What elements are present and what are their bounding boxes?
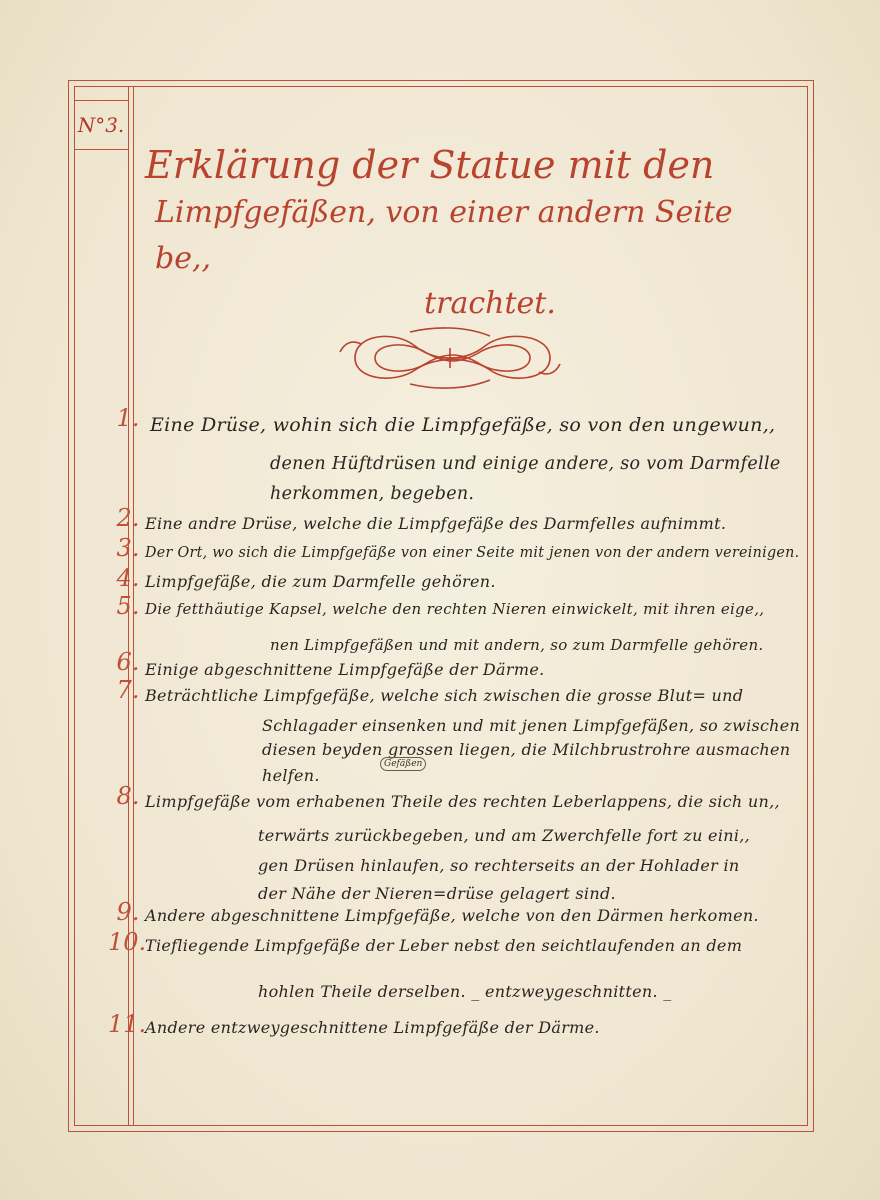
entry-text: Limpfgefäße, die zum Darmfelle gehören. [145,572,496,591]
entry-text: denen Hüftdrüsen und einige andere, so vom Darmfelle [270,454,781,474]
entry-number: 1. [116,404,140,432]
interlinear-insert-note: Gefäßen [380,757,426,771]
entry-number: 11. [108,1010,147,1038]
entry-text: nen Limpfgefäßen und mit andern, so zum Darmfelle gehören. [270,636,764,654]
plate-number: N°3. [74,100,128,150]
entry-text: Beträchtliche Limpfgefäße, welche sich zwischen die grosse Blut= und [145,686,744,705]
entry-number: 5. [116,592,140,620]
entry-text: Der Ort, wo sich die Limpfgefäße von einer Seite mit jenen von der andern vereinigen. [145,543,800,561]
entry-text: Die fetthäutige Kapsel, welche den rechten Nieren einwickelt, mit ihren eige,, [145,600,765,618]
entry-text: Schlagader einsenken und mit jenen Limpfgefäßen, so zwischen [262,716,801,735]
entry-number: 6. [116,648,140,676]
entry-number: 8. [116,782,140,810]
entry-number: 4. [116,564,140,592]
entry-text: Eine andre Drüse, welche die Limpfgefäße des Darmfelles aufnimmt. [145,514,727,533]
title-line-2: Limpfgefäßen, von einer andern Seite be,, [155,195,733,276]
entry-number: 10. [108,928,147,956]
entry-text: der Nähe der Nieren=drüse gelagert sind. [258,884,616,903]
entry-text: Eine Drüse, wohin sich die Limpfgefäße, so von den ungewun,, [150,414,776,436]
entry-number: 2. [116,504,140,532]
entry-text: herkommen, begeben. [270,484,475,504]
entry-text: hohlen Theile derselben. _ entzweygeschnitten. _ [258,982,672,1001]
entry-text: Andere abgeschnittene Limpfgefäße, welche von den Därmen herkomen. [145,906,759,925]
entry-text: terwärts zurückbegeben, und am Zwerchfelle fort zu eini,, [258,826,751,845]
entry-text: gen Drüsen hinlaufen, so rechterseits an der Hohlader in [258,856,740,875]
entry-number: 3. [116,534,140,562]
entry-text: Tiefliegende Limpfgefäße der Leber nebst den seichtlaufenden an dem [145,936,743,955]
entry-text: Limpfgefäße vom erhabenen Theile des rechten Leberlappens, die sich un,, [145,792,780,811]
entry-text: Andere entzweygeschnittene Limpfgefäße der Därme. [145,1018,600,1037]
entry-number: 7. [116,676,140,704]
entry-text: helfen. [262,766,320,785]
title-line-3: trachtet. [424,286,556,321]
entry-text: Einige abgeschnittene Limpfgefäße der Därme. [145,660,545,679]
entry-number: 9. [116,898,140,926]
title-line-1: Erklärung der Statue mit den [145,143,715,187]
entry-text: diesen beyden grossen liegen, die Milchbrustrohre ausmachen [262,740,791,759]
